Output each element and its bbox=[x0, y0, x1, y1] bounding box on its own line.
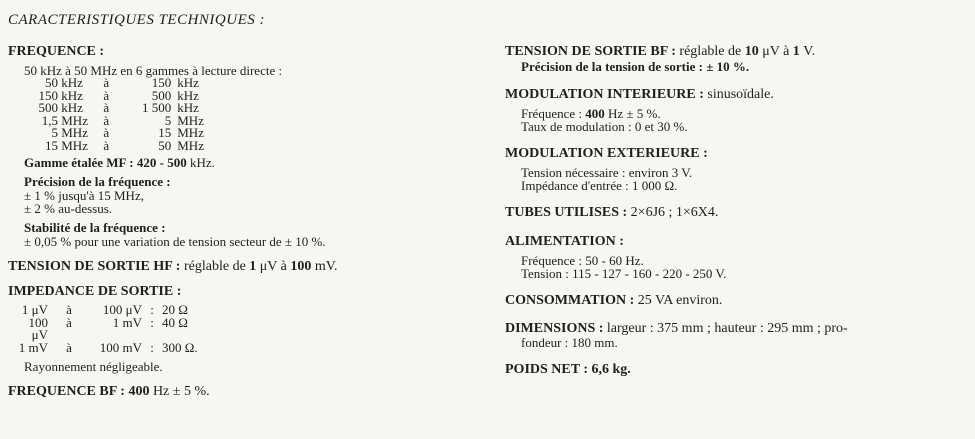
page-title: CARACTERISTIQUES TECHNIQUES : bbox=[8, 12, 265, 28]
section-impedance bbox=[8, 284, 478, 373]
section-poids: POIDS NET : 6,6 kg. bbox=[505, 362, 631, 377]
mod-ext-line: Impédance d'entrée : 1 000 Ω. bbox=[521, 178, 678, 193]
impedance-rows bbox=[8, 304, 478, 354]
alimentation-line: Fréquence : 50 - 60 Hz. bbox=[521, 253, 644, 268]
precision-label: Précision de la fréquence : bbox=[24, 174, 171, 189]
frequence-bf-heading: FREQUENCE BF : bbox=[8, 384, 125, 399]
mod-int-taux: Taux de modulation : 0 et 30 %. bbox=[521, 119, 688, 134]
tension-bf-precision: Précision de la tension de sortie : ± 10 %. bbox=[521, 59, 750, 74]
gamme-unit: kHz. bbox=[189, 155, 215, 170]
section-modulation-interieure: MODULATION INTERIEURE : sinusoïdale. Fréquence : 400 Hz ± 5 %. Taux de modulation : 0 et 30 %. bbox=[505, 87, 965, 133]
range-row: 500 kHz à 1 500 kHz bbox=[38, 100, 199, 115]
impedance-row: 1 μV à 100 μV : 20 Ω bbox=[21, 302, 188, 317]
mod-ext-heading: MODULATION EXTERIEURE : bbox=[505, 146, 708, 161]
gamme-value: 420 - 500 bbox=[136, 155, 187, 170]
section-dimensions: DIMENSIONS : largeur : 375 mm ; hauteur : 295 mm ; pro- fondeur : 180 mm. bbox=[505, 322, 965, 349]
range-row: 150 kHz à 500 kHz bbox=[38, 87, 199, 103]
section-frequence bbox=[8, 44, 478, 248]
precision-line: ± 2 % au-dessus. bbox=[24, 201, 113, 216]
mod-ext-line: Tension nécessaire : environ 3 V. bbox=[521, 165, 693, 180]
gamme-etalee bbox=[8, 156, 478, 169]
impedance-row: 100 μV à 1 mV : 40 Ω bbox=[28, 314, 188, 342]
mod-int-heading: MODULATION INTERIEURE : bbox=[505, 87, 704, 102]
stabilite-label: Stabilité de la fréquence : bbox=[24, 220, 166, 235]
range-row: 15 MHz à 50 MHz bbox=[45, 137, 204, 153]
alimentation-line: Tension : 115 - 127 - 160 - 220 - 250 V. bbox=[521, 266, 727, 281]
poids-heading: POIDS NET : bbox=[505, 362, 588, 377]
precision-line: ± 1 % jusqu'à 15 MHz, bbox=[24, 188, 144, 203]
section-alimentation bbox=[505, 234, 965, 280]
section-consommation: CONSOMMATION : 25 VA environ. bbox=[505, 293, 723, 308]
impedance-heading: IMPEDANCE DE SORTIE : bbox=[8, 284, 182, 299]
mod-int-frequence: Fréquence : 400 Hz ± 5 %. bbox=[521, 106, 661, 121]
rayonnement: Rayonnement négligeable. bbox=[24, 359, 163, 374]
left-column bbox=[8, 44, 478, 400]
range-row: 5 MHz à 15 MHz bbox=[51, 125, 204, 140]
dimensions-line2: fondeur : 180 mm. bbox=[521, 335, 618, 350]
consommation-heading: CONSOMMATION : bbox=[505, 293, 635, 308]
gamme-label: Gamme étalée MF : bbox=[24, 155, 134, 170]
section-frequence-bf: FREQUENCE BF : 400 Hz ± 5 %. bbox=[8, 384, 210, 399]
section-tension-hf: TENSION DE SORTIE HF : réglable de 1 μV à 100 mV. bbox=[8, 259, 338, 274]
alimentation-heading: ALIMENTATION : bbox=[505, 234, 624, 249]
tension-hf-heading: TENSION DE SORTIE HF : bbox=[8, 259, 181, 274]
frequence-ranges bbox=[8, 77, 478, 152]
section-modulation-exterieure bbox=[505, 146, 965, 192]
frequence-intro: 50 kHz à 50 MHz en 6 gammes à lecture directe : bbox=[24, 63, 283, 78]
tension-bf-heading: TENSION DE SORTIE BF : bbox=[505, 44, 676, 59]
section-tension-bf: TENSION DE SORTIE BF : réglable de 10 μV à 1 V. Précision de la tension de sortie : ± 10 %. bbox=[505, 44, 965, 74]
tubes-heading: TUBES UTILISES : bbox=[505, 205, 628, 220]
range-row: 1,5 MHz à 5 MHz bbox=[41, 112, 204, 128]
frequence-heading: FREQUENCE : bbox=[8, 44, 105, 59]
impedance-row: 1 mV à 100 mV : 300 Ω. bbox=[18, 339, 198, 355]
range-row: 50 kHz à 150 kHz bbox=[45, 75, 199, 90]
stabilite-line: ± 0,05 % pour une variation de tension secteur de ± 10 %. bbox=[24, 234, 326, 249]
section-tubes: TUBES UTILISES : 2×6J6 ; 1×6X4. bbox=[505, 205, 719, 220]
right-column bbox=[505, 44, 965, 378]
dimensions-heading: DIMENSIONS : bbox=[505, 321, 604, 336]
